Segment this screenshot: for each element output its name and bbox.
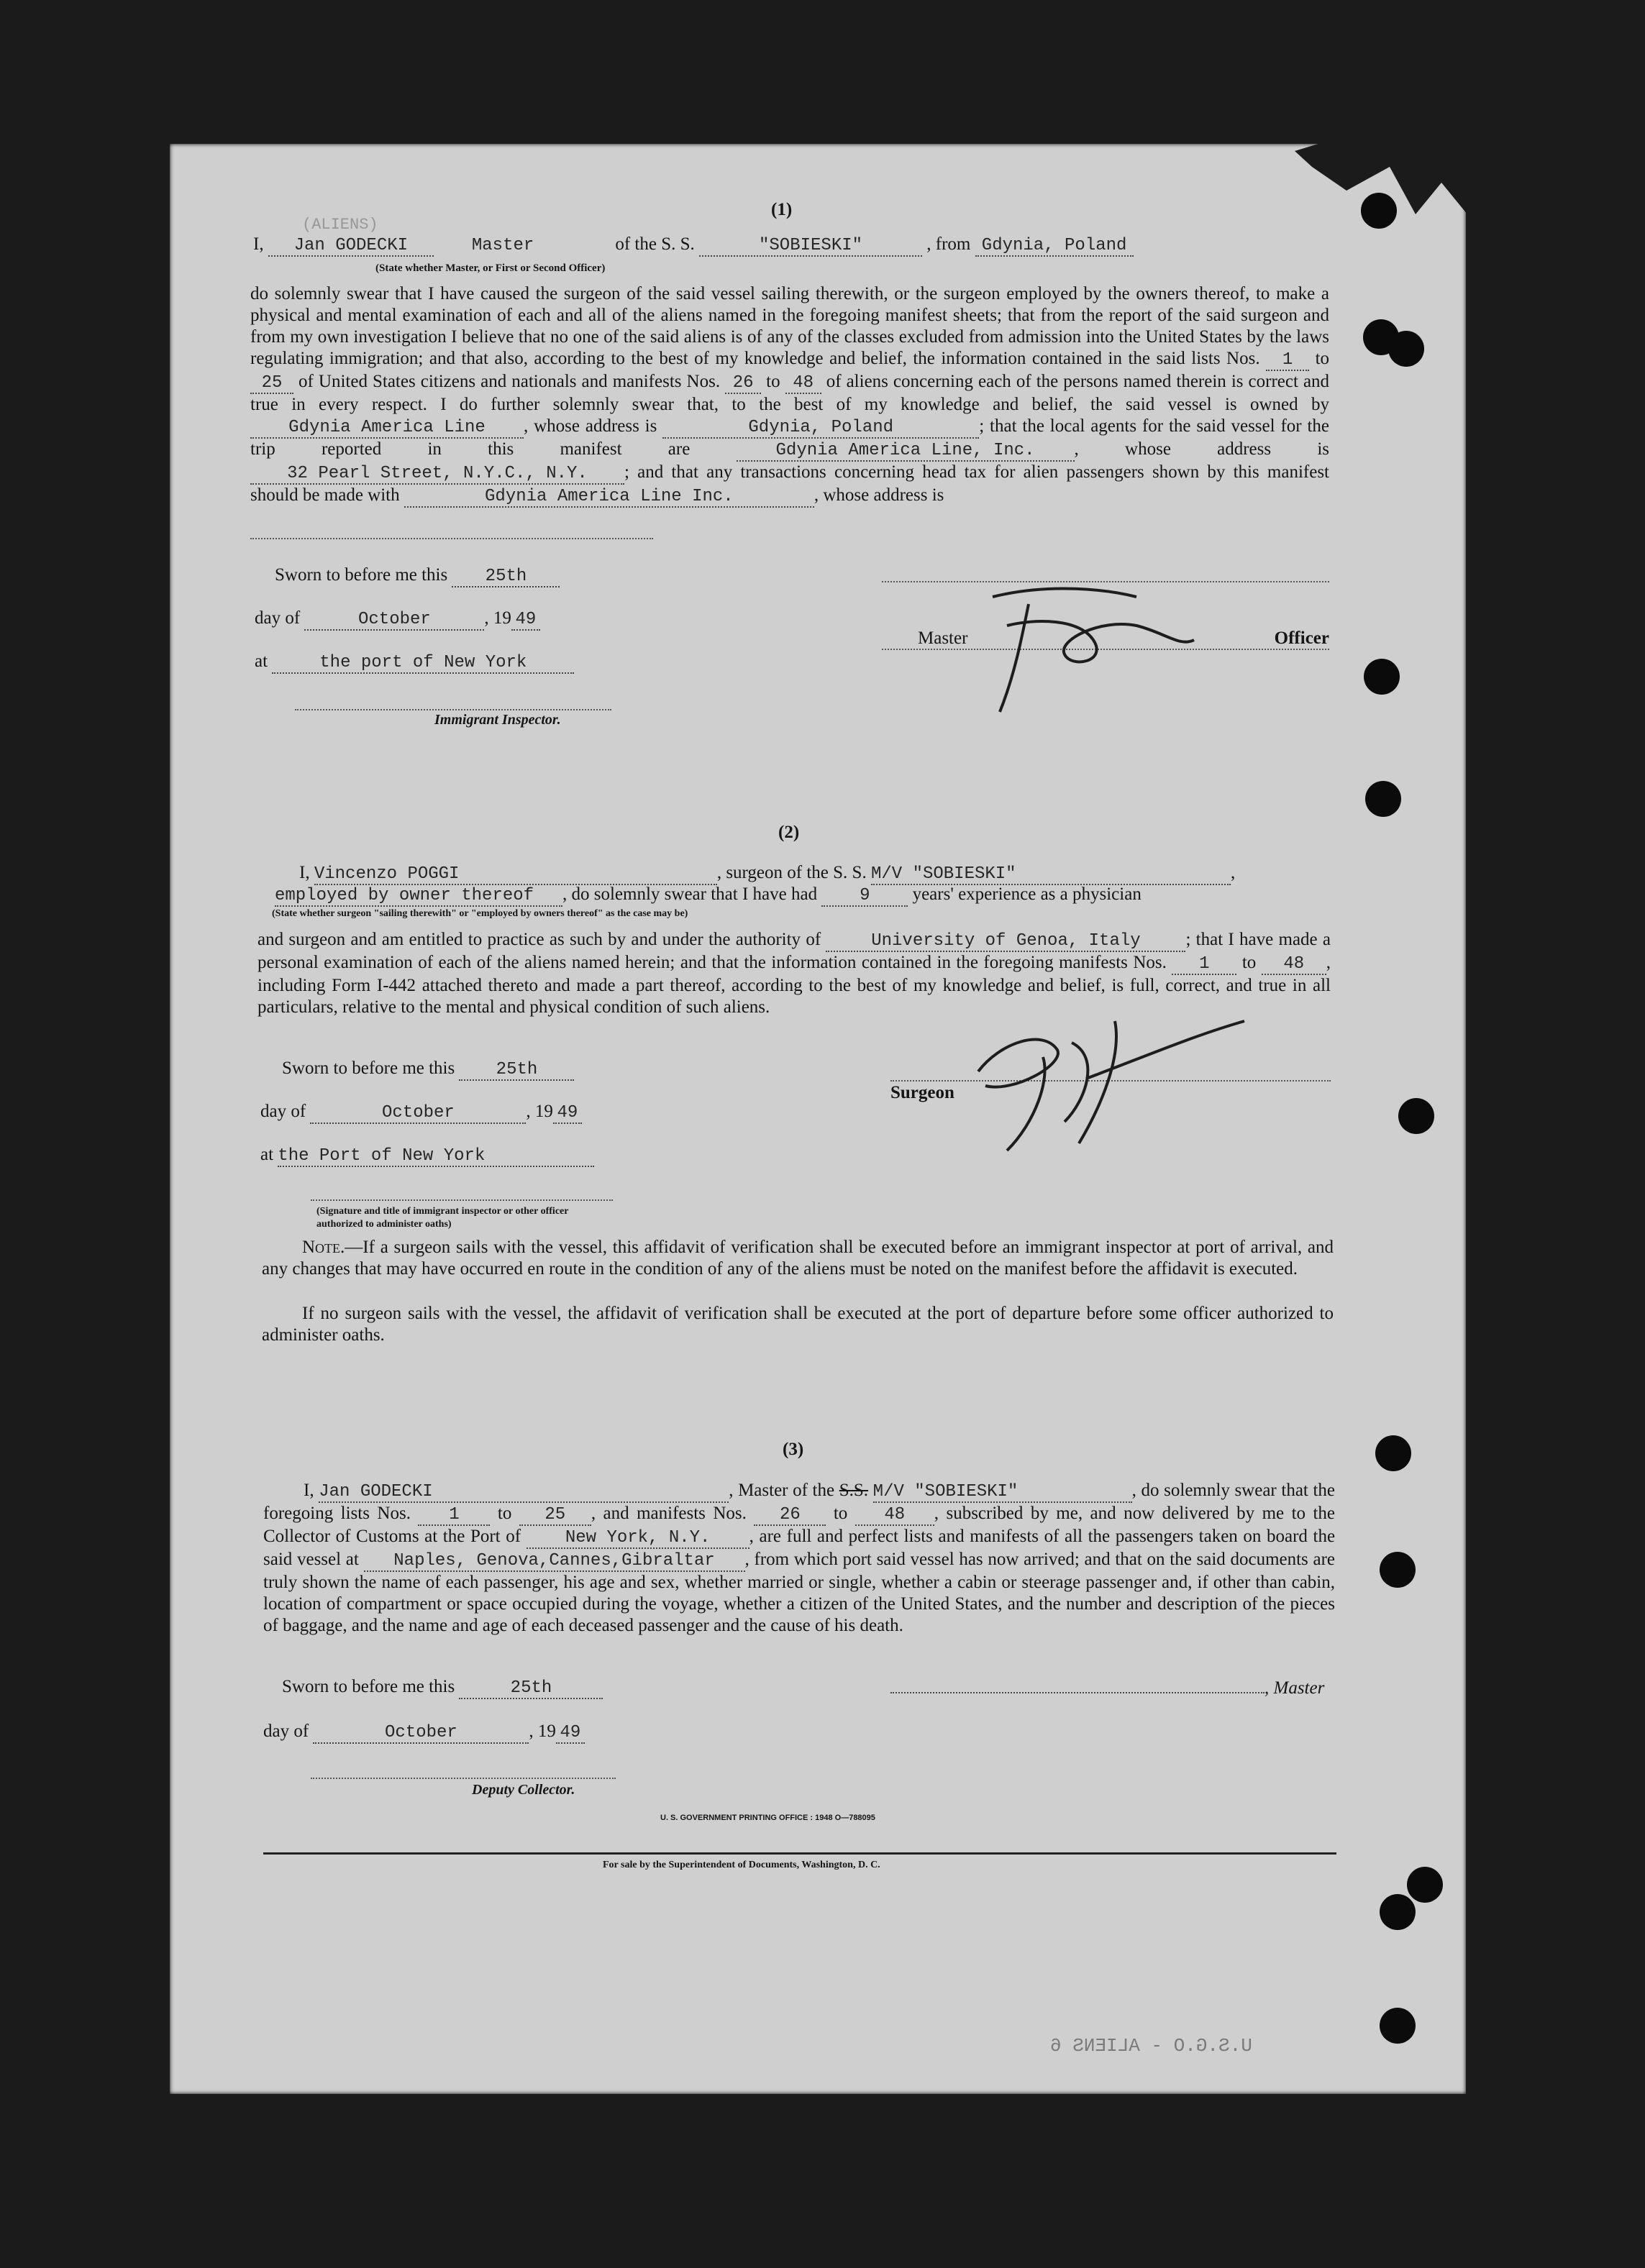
to-word: to [766,372,780,391]
head-tax-field[interactable]: Gdynia America Line Inc. [404,488,814,508]
to-word: to [497,1504,512,1523]
collector-signature-line [311,1778,616,1779]
body-text: of aliens concerning each of the persons named therein is correct and true in every respect. I do further solemnly swear that, to the best of my knowledge and belief, the said vessel is owned by [250,372,1330,414]
year-prefix: , 19 [529,1721,556,1741]
sworn-label: Sworn to before me this [275,565,448,585]
authority-field[interactable]: University of Genoa, Italy [826,932,1185,952]
body-text: ; and that any transactions concerning head tax for alien passengers shown by this manifest should be made with [250,462,1329,505]
binder-hole [1380,1552,1416,1588]
to-word: to [1315,349,1330,368]
body-text: , do solemnly [1131,1481,1230,1500]
section-1-day [255,608,540,631]
body-text: , and manifests Nos. [591,1504,747,1523]
section-2-body [258,929,1331,1018]
sworn-year-field[interactable]: 49 [556,1724,585,1744]
at-label: at [260,1145,274,1164]
section-3-sworn [282,1677,603,1699]
master-label: , Master [1264,1678,1325,1698]
from-label: , from [926,234,971,254]
surgeon-note-2: If no surgeon sails with the vessel, the affidavit of verification shall be executed at the port of departure before some officer authorized to administer oaths. [262,1304,1334,1345]
body-text: do solemnly swear that I have caused the surgeon of the said vessel sailing therewith, or the surgeon employed by the owners thereof, to make a physical and mental examination of each and all of the aliens named in the foregoing manifest sheets; that from the report of the said surgeon and from my own investigation I believe that no one of the said aliens is of any of the classes excluded from admission into the United States by the laws regulating immigration; and that also, according to the best of my knowledge and belief, the information contained in the said lists Nos. [250,284,1329,368]
body-text: , whose address is [814,485,944,505]
sworn-year-field[interactable]: 49 [553,1104,582,1124]
section-1-line1 [253,234,1332,257]
body-text: years' experience as a physician [912,884,1142,904]
surgeon-note [262,1237,1334,1280]
sworn-day-field[interactable]: 25th [459,1061,574,1081]
body-text: and surgeon and am entitled to practice as such by and under the authority of [258,930,821,949]
footer-rule [263,1852,1336,1855]
section-2-day [260,1102,582,1124]
gpo-imprint: U. S. GOVERNMENT PRINTING OFFICE : 1948 O—788095 [660,1814,875,1822]
manifests-to-field[interactable]: 48 [785,374,821,394]
section-2-at [260,1145,594,1167]
master-signature-field[interactable] [890,1692,1264,1693]
section-1-sworn [275,565,560,587]
binder-hole [1398,1098,1434,1134]
at-label: at [255,651,268,671]
section-3-day [263,1721,585,1744]
day-of-label: day of [260,1102,306,1121]
master-title: Master [918,628,968,648]
bleed-through-text: (ALIENS) [302,216,378,234]
section-2-line2 [275,884,1142,907]
section-3-body [263,1480,1335,1637]
lists-from-field[interactable]: 1 [418,1506,490,1526]
lists-to-field[interactable]: 25 [519,1506,591,1526]
declarant-name-field[interactable]: Jan GODECKI [319,1483,729,1503]
body-text: ; that the local agents for the said vessel for the trip reported in this manifest are [250,416,1329,459]
oath-officer-line [311,1199,613,1201]
mirror-stamp: U.S.G.O - ALIENS 6 [1050,2035,1252,2057]
sworn-label: Sworn to before me this [282,1677,455,1696]
surgeon-title: Surgeon [890,1083,954,1102]
prefix: I, [253,234,264,254]
section-1-at [255,651,574,674]
sworn-place-field[interactable]: the port of New York [272,654,574,674]
body-text: swear that the foregoing lists Nos. [263,1481,1336,1523]
vessel-field[interactable]: M/V "SOBIESKI" [873,1483,1132,1503]
body-text: whose address is [1125,439,1330,459]
binder-hole [1375,1435,1411,1471]
body-text: , including Form I-442 attached thereto and made a part thereof, according to the best of my knowledge and belief, is full, correct, and true in all particulars, relative to the mental and physical condition of such aliens. [258,953,1331,1017]
to-word: to [1241,953,1257,972]
section-2-line1: I, Vincenzo POGGI , surgeon of the S. S. M/V "SOBIESKI" , [299,863,1236,884]
binder-hole [1361,193,1397,229]
surgeon-signature [957,1014,1259,1158]
lists-to-field[interactable]: 25 [250,374,293,394]
sale-notice: For sale by the Superintendent of Documents, Washington, D. C. [603,1860,880,1870]
manifests-to-field[interactable]: 48 [855,1506,934,1526]
body-text: , from which [744,1550,838,1569]
address-line [250,538,653,539]
officer-suffix: Officer [1274,628,1329,648]
agents-field[interactable]: Gdynia America Line, Inc. [737,442,1075,462]
rank-field[interactable]: Master [471,236,534,255]
inspector-caption: Immigrant Inspector. [434,712,561,728]
sworn-day-field[interactable]: 25th [459,1679,603,1699]
sworn-month-field[interactable]: October [304,611,484,631]
surgeon-vessel-field[interactable]: M/V "SOBIESKI" [871,865,1231,885]
agents-address-field[interactable]: 32 Pearl Street, N.Y.C., N.Y. [250,465,624,485]
master-signature [964,575,1223,719]
binder-hole [1380,1894,1416,1930]
ports-field[interactable]: Naples, Genova,Cannes,Gibraltar [364,1552,745,1572]
body-text: , subscribed by me, and now [934,1504,1155,1523]
surgeon-name-field[interactable]: Vincenzo POGGI [314,865,717,885]
note-text: —If a surgeon sails with the vessel, this affidavit of verification shall be executed before an immigrant inspector at port of arrival, and any changes that may have occurred en route in the condition of any of the aliens must be noted on the manifest before the affidavit is executed. [262,1238,1334,1279]
collector-caption: Deputy Collector. [472,1782,575,1798]
surgeon-of-label: , surgeon of the S. S. [716,863,867,882]
master-name-field[interactable]: Jan GODECKI [268,237,434,257]
employment-field[interactable]: employed by owner thereof [275,887,562,907]
day-of-label: day of [263,1721,309,1741]
year-prefix: , 19 [484,608,511,628]
body-text: delivered by me to the Collector of Customs at the Port of [263,1504,1336,1546]
from-port-field[interactable]: Gdynia, Poland [975,237,1134,257]
note-label: Note. [302,1238,345,1257]
section-1-body: do solemnly swear that I have caused the surgeon of the said vessel sailing therewith, or the surgeon employed by the owners thereof, to make a physical and mental examination of each and all of the aliens named in the foregoing manifest sheets; that from the report of the said surgeon and from my own investigation I believe that no one of the said aliens is of any of the classes excluded from admission into the United States by the laws regulating immigration; and that also, according to the best of my knowledge and belief, the information contained in the said lists Nos. 1 to 25 of United States citizens and nationals and manifests Nos. 26 to 48 of aliens concerning each of the persons named therein is correct and true in every respect. I do further solemnly swear that, to the best of my knowledge and belief, the said vessel is owned by Gdynia America Line , whose address is Gdynia, Poland ; that the local agents for the said vessel for the trip reported in this manifest are Gdynia America Line, Inc. , whose address is 32 Pearl Street, N.Y.C., N.Y. ; and that any transactions concerning head tax for alien passengers shown by this manifest should be made with Gdynia America Line Inc. , whose address is [250,284,1330,506]
manifests-from-field[interactable]: 26 [754,1506,826,1526]
prefix: I, [304,1481,314,1500]
oath-officer-caption: (Signature and title of immigrant inspector or other officer authorized to administer oaths) [316,1206,569,1230]
owner-field[interactable]: Gdynia America Line [250,419,524,439]
body-text: port said vessel has now arrived; and that on the said documents are truly shown the name of each passenger, his age and sex, whether married or single, whether a cabin or steerage passenger and, if other than cabin, location of compartment or space occupied during the voyage, whether a citizen of the United States, and the number and description of the pieces of baggage, and the name and age of each deceased passenger and the cause of his death. [263,1550,1336,1635]
prefix: I, [299,863,310,882]
binder-hole [1407,1867,1443,1903]
sworn-place-field[interactable]: the Port of New York [278,1147,594,1167]
sworn-day-field[interactable]: 25th [452,567,560,587]
body-text: ; that I have made a personal examination of each of the aliens named herein; and that the information contained in the foregoing manifests Nos. [258,930,1331,972]
binder-hole [1388,331,1424,367]
employment-caption: (State whether surgeon "sailing therewith" or "employed by owners thereof" as the case may be) [272,908,688,919]
inspector-signature-line [295,709,611,710]
section-3-master-line [890,1678,1324,1698]
year-prefix: , 19 [526,1102,553,1121]
vessel-field[interactable]: "SOBIESKI" [699,237,922,257]
day-of-label: day of [255,608,301,628]
rank-caption: (State whether Master, or First or Second Officer) [375,262,606,274]
sworn-month-field[interactable]: October [310,1104,526,1124]
body-text: , whose address is [524,416,657,436]
binder-hole [1364,659,1400,695]
surgeon-manifests-to-field[interactable]: 48 [1262,955,1326,975]
binder-hole [1365,781,1401,817]
surgeon-manifests-from-field[interactable]: 1 [1172,955,1236,975]
body-text: , are full and perfect lists and [749,1527,965,1546]
body-text: , do solemnly swear that I have had [562,884,818,904]
manifests-from-field[interactable]: 26 [725,374,761,394]
to-word: to [833,1504,848,1523]
body-text: manifests of all the passengers taken on board the said vessel at [263,1527,1336,1569]
lists-from-field[interactable]: 1 [1266,351,1309,371]
customs-port-field[interactable]: New York, N.Y. [527,1529,749,1549]
binder-hole [1380,2008,1416,2044]
sworn-label: Sworn to before me this [282,1058,455,1078]
section-1-number: (1) [771,200,793,219]
body-text: , Master of the [729,1481,835,1500]
section-2-sworn [282,1058,574,1081]
section-3-number: (3) [783,1440,804,1459]
sworn-year-field[interactable]: 49 [511,611,540,631]
years-field[interactable]: 9 [821,887,908,907]
struck-text: S.S. [839,1481,869,1500]
section-2-number: (2) [778,823,800,842]
sworn-month-field[interactable]: October [313,1724,529,1744]
body-text: of United States citizens and nationals and manifests Nos. [299,372,721,391]
of-the-label: of the S. S. [615,234,695,254]
owner-address-field[interactable]: Gdynia, Poland [662,419,979,439]
